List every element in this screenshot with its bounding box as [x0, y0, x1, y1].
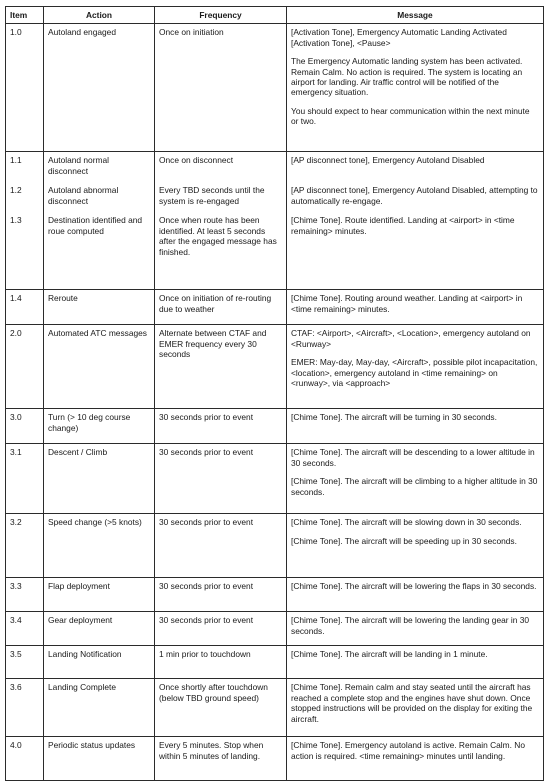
item-cell: 3.0: [6, 409, 44, 444]
item-number: 1.2: [10, 185, 22, 196]
message-text: [Chime Tone]. The aircraft will be climbing to a higher altitude in 30 seconds.: [291, 476, 538, 497]
message-text: You should expect to hear communication within the next minute or two.: [291, 105, 530, 127]
frequency-cell: 1 min prior to touchdown: [155, 646, 287, 679]
action-cell: Speed change (>5 knots): [44, 514, 155, 578]
header-action: Action: [44, 7, 155, 24]
message-cell: [Chime Tone]. The aircraft will be lowering the landing gear in 30 seconds.: [287, 612, 544, 646]
action-cell: Landing Complete: [44, 679, 155, 737]
action-cell: Flap deployment: [44, 578, 155, 612]
action-cell: [44, 152, 155, 290]
message-cell: [Chime Tone]. The aircraft will be lowering the flaps in 30 seconds.: [287, 578, 544, 612]
message-cell: [287, 325, 544, 409]
message-cell: [Chime Tone]. The aircraft will be landing in 1 minute.: [287, 646, 544, 679]
message-text: [Chime Tone]. The aircraft will be slowing down in 30 seconds.: [291, 517, 522, 528]
item-cell: 3.2: [6, 514, 44, 578]
item-cell: 2.0: [6, 325, 44, 409]
frequency-cell: Once shortly after touchdown (below TBD ground speed): [155, 679, 287, 737]
item-cell: 3.3: [6, 578, 44, 612]
frequency-cell: 30 seconds prior to event: [155, 409, 287, 444]
table-row: [6, 578, 544, 612]
action-text: Autoland normal disconnect: [48, 155, 109, 176]
message-text: [Activation Tone], Emergency Automatic Landing Activated [Activation Tone], <Pause>: [291, 27, 507, 48]
frequency-cell: Every 5 minutes. Stop when within 5 minutes of landing.: [155, 737, 287, 781]
message-cell: [287, 444, 544, 514]
table-header-row: [6, 7, 544, 24]
table-row: [6, 152, 544, 290]
table-row: [6, 514, 544, 578]
frequency-cell: Once on initiation: [155, 24, 287, 152]
frequency-cell: 30 seconds prior to event: [155, 444, 287, 514]
item-cell: 3.6: [6, 679, 44, 737]
item-cell: 3.1: [6, 444, 44, 514]
table-row: [6, 325, 544, 409]
action-text: Destination identified and roue computed: [48, 215, 143, 236]
action-cell: Reroute: [44, 290, 155, 325]
message-text: [Chime Tone]. The aircraft will be descending to a lower altitude in 30 seconds.: [291, 447, 535, 468]
message-cell: [Chime Tone]. The aircraft will be turning in 30 seconds.: [287, 409, 544, 444]
table-row: [6, 612, 544, 646]
message-text: [Chime Tone]. The aircraft will be speeding up in 30 seconds.: [291, 535, 517, 546]
item-cell: [6, 152, 44, 290]
table-row: [6, 24, 544, 152]
frequency-cell: 30 seconds prior to event: [155, 578, 287, 612]
frequency-cell: Once on initiation of re-routing due to weather: [155, 290, 287, 325]
item-cell: 4.0: [6, 737, 44, 781]
action-cell: Turn (> 10 deg course change): [44, 409, 155, 444]
item-cell: 1.0: [6, 24, 44, 152]
table-row: [6, 646, 544, 679]
message-text: [Chime Tone]. Route identified. Landing at <airport> in <time remaining> minutes.: [291, 215, 515, 236]
action-text: Autoland abnormal disconnect: [48, 185, 119, 206]
item-number: 1.3: [10, 215, 22, 226]
message-text: [AP disconnect tone], Emergency Autoland Disabled: [291, 155, 485, 166]
action-cell: Periodic status updates: [44, 737, 155, 781]
action-cell: Gear deployment: [44, 612, 155, 646]
message-text: The Emergency Automatic landing system has been activated. Remain Calm. No action is required. The system is locating an airport for landing. Air traffic control will be notified of the emergency situation.: [291, 56, 523, 98]
frequency-cell: [155, 152, 287, 290]
message-cell: [287, 514, 544, 578]
frequency-cell: 30 seconds prior to event: [155, 612, 287, 646]
item-cell: 3.5: [6, 646, 44, 679]
item-cell: 1.4: [6, 290, 44, 325]
frequency-cell: 30 seconds prior to event: [155, 514, 287, 578]
table-row: [6, 679, 544, 737]
frequency-cell: Alternate between CTAF and EMER frequency every 30 seconds: [155, 325, 287, 409]
header-item: Item: [6, 7, 44, 24]
action-cell: Landing Notification: [44, 646, 155, 679]
table-row: [6, 409, 544, 444]
autoland-message-table: [5, 6, 544, 781]
message-text: CTAF: <Airport>, <Aircraft>, <Location>, emergency autoland on <Runway>: [291, 328, 531, 349]
header-message: Message: [287, 7, 544, 24]
item-number: 1.1: [10, 155, 22, 166]
action-cell: Autoland engaged: [44, 24, 155, 152]
table-row: [6, 290, 544, 325]
message-cell: [Chime Tone]. Remain calm and stay seated until the aircraft has reached a complete stop and the engines have shut down. Once stopped instructions will be provided on the display for exiting the aircraft.: [287, 679, 544, 737]
message-cell: [Chime Tone]. Emergency autoland is active. Remain Calm. No action is required. <time remaining> minutes until landing.: [287, 737, 544, 781]
message-text: [AP disconnect tone], Emergency Autoland Disabled, attempting to automatically re-engage.: [291, 185, 538, 206]
message-cell: [287, 152, 544, 290]
message-cell: [Chime Tone]. Routing around weather. Landing at <airport> in <time remaining> minutes.: [287, 290, 544, 325]
table-row: [6, 737, 544, 781]
frequency-text: Once when route has been identified. At least 5 seconds after the engaged message has finished.: [159, 215, 277, 257]
message-text: EMER: May-day, May-day, <Aircraft>, possible pilot incapacitation, <location>, emergency autoland in <time remaining> on <runway>, via <approach>: [291, 357, 538, 389]
message-cell: [287, 24, 544, 152]
header-frequency: Frequency: [155, 7, 287, 24]
item-cell: 3.4: [6, 612, 44, 646]
frequency-text: Every TBD seconds until the system is re-engaged: [159, 185, 265, 206]
table-row: [6, 444, 544, 514]
frequency-text: Once on disconnect: [159, 155, 234, 166]
action-cell: Descent / Climb: [44, 444, 155, 514]
action-cell: Automated ATC messages: [44, 325, 155, 409]
